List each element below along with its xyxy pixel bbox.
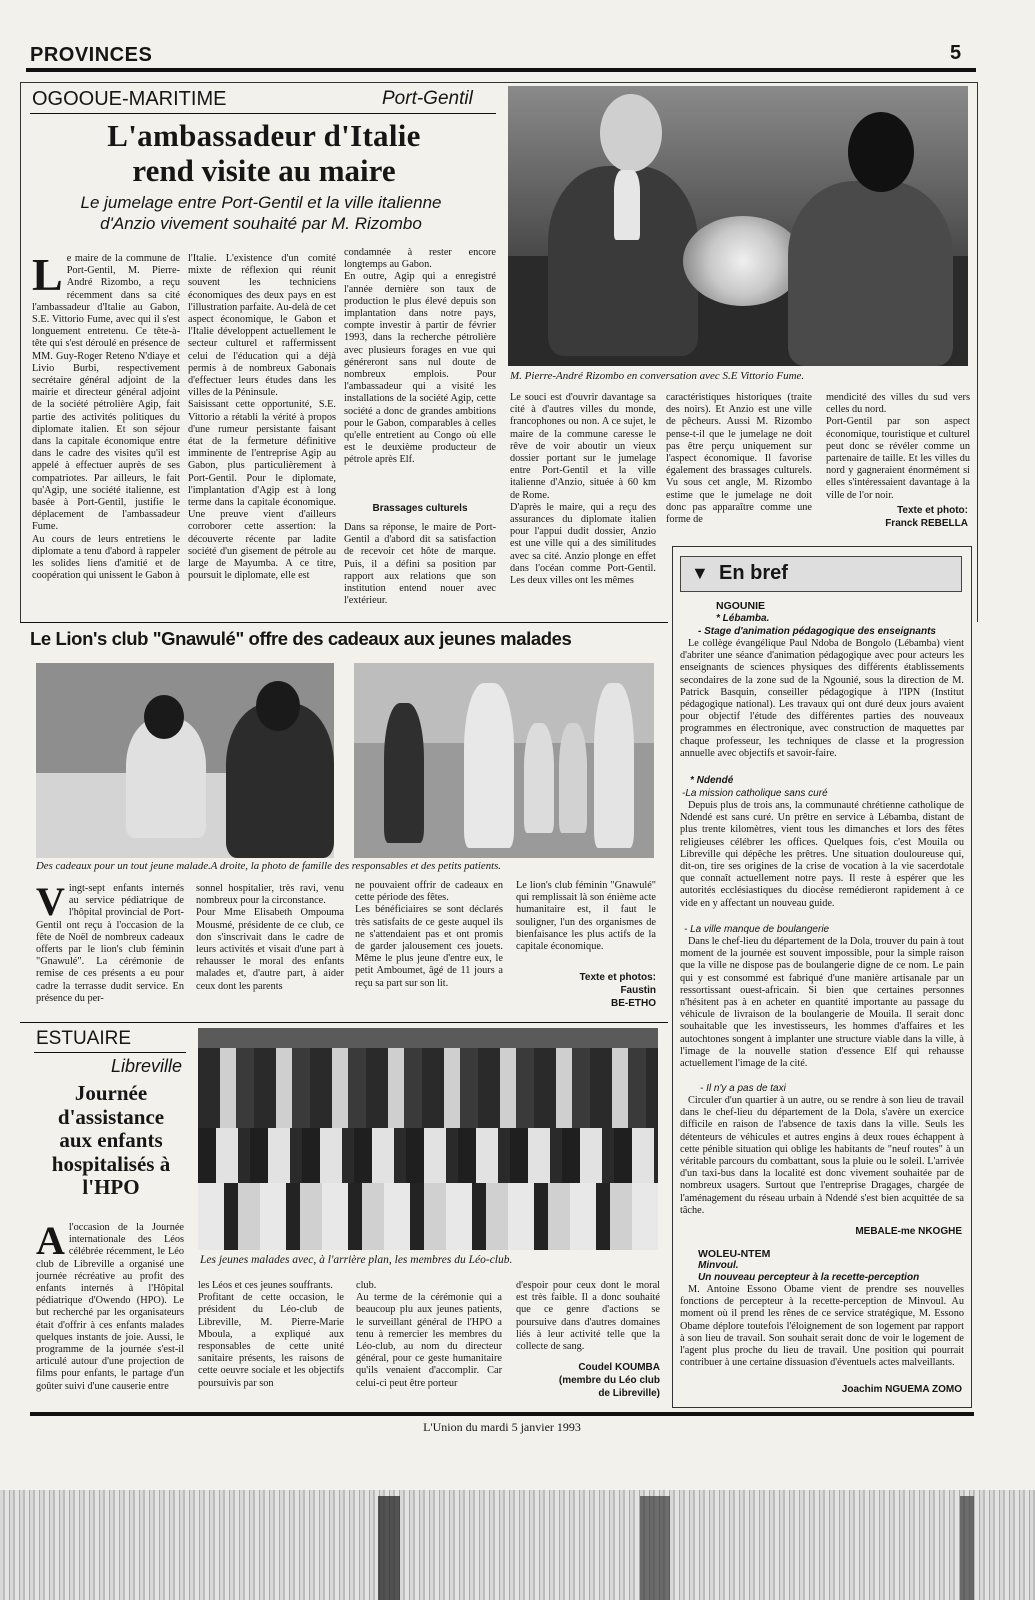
article2-photo-caption: Des cadeaux pour un tout jeune malade.A droite, la photo de famille des responsables et des petits patients. (36, 860, 501, 872)
article3-col4: d'espoir pour ceux dont le moral est très faible. Il a donc souhaité que ce genre d'actions se poursuive dans d'autres domaines liés à leur activité telle que la collecte de sang. (516, 1280, 660, 1353)
article2-col1-text: ingt-sept enfants internés au service pédiatrique de l'hôpital provincial de Port-Gentil ont reçu à l'occasion de la fête de Noël de nombreux cadeaux offerts par le lion's club féminin "Gnawulé". La cérémonie de remise de ces présents a eu pour cadre la terrasse dudit service. En présence du per- (36, 883, 184, 1004)
section-title: PROVINCES (30, 44, 153, 66)
article3-col3: club. Au terme de la cérémonie qui a beaucoup plu aux jeunes patients, le surveillant général de l'HPO a tenu à remercier les membres du Léo-club, au nom du directeur général, pour ce geste humanitaire qu'ils venaient d'accomplir. Car celui-ci peut être porteur (356, 1280, 502, 1389)
scan-dark-bar-3 (960, 1496, 974, 1600)
article3-credit-note1: (membre du Léo club (558, 1375, 660, 1386)
group-person-4 (594, 683, 634, 848)
article1-credit-label: Texte et photo: (897, 505, 968, 516)
ngounie-text: Le collège évangélique Paul Ndoba de Bongolo (Lébamba) vient d'abriter une séance d'animation pédagogique avec pour acteurs les enseignants de sciences physiques des différents établissements secondaires de la zone sud de la Ngounié, sous la direction de M. Patrick Basquin, conseiller pédagogique à l'IPN (Institut pédagogique national). Les travaux qui ont duré deux jours avaient pour objectif l'étude des différentes parties des nouveaux programmes en électronique, avec construction de maquettes par chaque professeur, les techniques de classe et la progression annuelle avec objectifs et savoir-faire. (680, 638, 964, 759)
article3-title (34, 1082, 188, 1200)
article3-title-line: hospitalisés à (51, 1151, 171, 1176)
article2-credit-name2: BE-ETHO (611, 998, 656, 1009)
group-person-2 (524, 723, 554, 833)
page-number: 5 (950, 42, 962, 64)
boulangerie-text: Dans le chef-lieu du département de la Dola, trouver du pain à tout moment de la journée est souvent impossible, pour la simple raison que la ville ne dispose pas de boulangerie digne de ce nom. Le pain qui y est consommé est fabriqué d'une manière artisanale par un ressortissant ouest-africain. Si bien que certaines personnes n'hésitent pas à en acheter en quantité importante au passage du véhicule de livraison de la boulangerie de Mouila. Il serait donc souhaitable que les investisseurs, les hommes d'affaires et les autochtones songent à implanter une structure viable dans la ville, à l'image de la nouvelle station d'essence Elf qui rehausse actuellement l'image de la cité. (680, 936, 964, 1070)
article3-col2: les Léos et ces jeunes souffrants. Profitant de cette occasion, le président du Léo-club de Libreville, M. Pierre-Marie Mboula, a expliqué aux responsables de cette unité sanitaire présents, les raisons de cette oeuvre sociale et les objectifs poursuivis par son (198, 1280, 344, 1389)
boulangerie-sub: - La ville manque de boulangerie (684, 924, 830, 935)
group-person-1 (384, 703, 424, 843)
article1-subtitle-line1: Le jumelage entre Port-Gentil et la ville italienne (80, 193, 442, 212)
front-row (198, 1183, 658, 1250)
article3-region-rule (34, 1052, 186, 1053)
article1-region-rule (30, 113, 496, 114)
article1-city: Port-Gentil (382, 88, 473, 109)
article1-title-line1: L'ambassadeur d'Italie (107, 118, 421, 153)
footer-rule (30, 1412, 974, 1416)
article1-credit-name: Franck REBELLA (885, 518, 968, 529)
article1-col3a: condamnée à rester encore longtemps au Gabon. En outre, Agip qui a enregistré l'année dernière son taux de production le plus élevé depuis son implantation dans notre pays, compte investir à partir de février 1993, dans la recherche pétrolière avec plusieurs forages en vue qui généreront sans nul doute de nombreux emplois. Pour l'ambassadeur qui a visité les installations de la société Agip, cette société a donc de grandes ambitions pour le Gabon, comparables à celles qu'elle entretient au Congo où elle est le deuxième producteur de pétrole après Elf. (344, 247, 496, 466)
ngounie-region: NGOUNIE (716, 600, 766, 612)
ngounie-credit: MEBALE-me NKOGHE (855, 1226, 962, 1237)
en-bref-header (680, 556, 962, 592)
article1-col3b: Dans sa réponse, le maire de Port-Gentil a d'abord dit sa satisfaction de recevoir cet hôte de marque. Puis, il a défini sa position par rapport aux relations que son institution entend nouer avec l'extérieur. (344, 522, 496, 607)
article1-col2: l'Italie. L'existence d'un comité mixte de réflexion qui réunit souvent les techniciens économiques des deux pays en est l'illustration parfaite. Au-delà de cet aspect économique, le Gabon et l'Italie développent actuellement le secteur culturel et raffermissent celui de l'éducation qui a déjà permis à de nombreux Gabonais d'effectuer leurs études dans les villes de la Péninsule. Saisissant cette opportunité, S.E. Vittorio a rétabli la vérité à propos d'une rumeur persistante faisant état de la fermeture définitive imminente de l'entreprise Agip au Gabon, plus particulièrement à Port-Gentil. Pour le diplomate, l'implantation d'Agip est à long terme dans la capitale économique. Une preuve vient d'ailleurs corroborer cette assertion: la découverte récente par ladite société d'un gisement de pétrole au large de Mayumba. A ce titre, poursuit le diplomate, elle est (188, 253, 336, 582)
article3-credit-note2: de Libreville) (598, 1388, 660, 1399)
article2-col2: sonnel hospitalier, très ravi, venu nombreux pour la circonstance. Pour Mme Elisabeth Ompouma Mousmé, présidente de ce club, ce don s'inscrivait dans le cadre de leurs activités et visait d'une part à rehausser le moral des enfants malades et, d'autre part, à aider ceux dont les parents (196, 883, 344, 992)
article3-photo-caption: Les jeunes malades avec, à l'arrière plan, les membres du Léo-club. (200, 1254, 513, 1266)
article2-credit-name1: Faustin (620, 985, 656, 996)
ngounie-place: * Lébamba. (716, 613, 770, 624)
article1-col5: caractéristiques historiques (traite des noirs). Et Anzio est une ville de pêcheurs. Aussi M. Rizombo pense-t-il que le jumelage ne doit pas être perçu uniquement sur l'aspect économique. Il favorise également des brassages culturels. Vu sous cet angle, M. Rizombo estime que le jumelage ne doit donc pas apparaître comme une forme de (666, 392, 812, 526)
man-right (788, 181, 953, 366)
taxi-text: Circuler d'un quartier à un autre, ou se rendre à son lieu de travail dans le chef-lieu du département de la Dola, s'avère un exercice difficile en raison de l'absence de taxis dans la ville. Seuls les détenteurs de véhicules et autres engins à deux roues échappent à cette pénible situation qui oblige les habitants de "neuf routes" à un véritable parcours du combattant, sous la pluie ou le soleil. L'arrivée d'un taxi-bus dans la localité est donc vivement souhaitée par de nombreux usagers. Surtout que l'entreprise Dragages, chargée de l'aménagement du réseau urbain à Ndendé s'est bien acquittée de sa tâche. (680, 1095, 964, 1216)
group-person-3 (559, 723, 587, 833)
santa-figure (464, 683, 514, 848)
article1-col6: mendicité des villes du sud vers celles du nord. Port-Gentil par son aspect économique, touristique et culturel peut donc se révéler comme un partenaire de taille. Et les villes du nord y gagneraient énormément si elles s'intéressaient davantage à la ville de l'or noir. (826, 392, 970, 501)
article1-photo (508, 86, 968, 366)
flower-bouquet (683, 216, 803, 306)
article1-region: OGOOUE-MARITIME (32, 88, 227, 110)
child-head (144, 695, 184, 739)
article2-photo-left (36, 663, 334, 858)
article2-col4: Le lion's club féminin "Gnawulé" qui remplissait là son énième acte humanitaire est, il faut le souligner, l'un des organismes de bienfaisance les plus actifs de la capitale économique. (516, 880, 656, 953)
woleu-text: M. Antoine Essono Obame vient de prendre ses nouvelles fonctions de percepteur à la recette-perception de Minvoul. Au moment où il prend les rênes de ce service stratégique, M. Essono Obame déplore toutefois l'éloignement de son logement par rapport à son lieu de travail. Son souhait serait donc de voir le logement de l'agent plus proche du lieu de travail. Une position qui pourrait contribuer à une certaine dissuasion d'éventuels actes malveillants. (680, 1284, 964, 1369)
article1-subtitle-line2: d'Anzio vivement souhaité par M. Rizombo (100, 214, 422, 233)
man-left-shirt (614, 170, 640, 240)
adult-head (256, 681, 300, 731)
article2-bottom-rule (20, 1022, 668, 1023)
article1-photo-caption: M. Pierre-André Rizombo en conversation avec S.E Vittorio Fume. (510, 370, 805, 382)
article1-col1-text: e maire de la commune de Port-Gentil, M. Pierre-André Rizombo, a reçu récemment dans sa cité l'ambassadeur d'Italie au Gabon, S.E. Vittorio Fume, avec qui il s'est longuement entretenu. Ce tête-à-tête qui s'est déroulé en présence de MM. Guy-Roger Reteno N'diaye et Livio Burbi, respectivement secrétaire général adjoint de la mairie et directeur général adjoint de la société pétrolière Agip, fait partie des activités politiques du diplomate italien. Et son séjour dans la capitale économique entre dans le cadre des visites qu'il est appelé à effectuer auprès de ses compatriotes. Par ailleurs, le fait qu'Agip, une société italienne, est basée à Port-Gentil, justifie le déplacement de l'ambassadeur Fume. Au cours de leurs entretiens le diplomate a tenu d'abord à rappeler les solides liens d'amitié et de coopération qui unissent le Gabon à (32, 253, 180, 582)
article2-col1 (36, 883, 184, 1013)
article2-col3: ne pouvaient offrir de cadeaux en cette période des fêtes. Les bénéficiaires se sont déclarés très satisfaits de ce geste auquel ils ne s'attendaient pas et ont promis de garder jalousement ces jouets. Même le plus jeune d'entre eux, le petit Amboumet, âgé de 11 jours a reçu sa part sur son lit. (355, 880, 503, 989)
article2-top-rule (20, 622, 668, 623)
man-right-head (848, 112, 914, 192)
article1-title-line2: rend visite au maire (132, 153, 396, 188)
article2-title: Le Lion's club "Gnawulé" offre des cadeaux aux jeunes malades (30, 628, 572, 649)
triangle-icon: ▼ (691, 563, 709, 583)
article3-title-line: aux enfants (59, 1128, 163, 1152)
taxi-sub: - Il n'y a pas de taxi (700, 1083, 786, 1094)
article3-title-line: l'HPO (82, 1175, 140, 1199)
article3-region: ESTUAIRE (36, 1028, 132, 1049)
scan-dark-bar-1 (378, 1496, 400, 1600)
article3-dropcap: A (36, 1222, 65, 1263)
article2-dropcap: V (36, 883, 65, 924)
scan-dark-bar-2 (640, 1496, 670, 1600)
back-row (198, 1048, 658, 1138)
ndende-place: * Ndendé (690, 775, 734, 786)
middle-row (198, 1128, 658, 1188)
ndende-sub: -La mission catholique sans curé (682, 788, 828, 799)
article1-col1 (32, 253, 180, 615)
article2-photo-right (354, 663, 654, 858)
woleu-credit: Joachim NGUEMA ZOMO (841, 1384, 962, 1395)
article1-dropcap: L (32, 253, 63, 300)
article3-city: Libreville (110, 1056, 182, 1076)
header-rule (26, 68, 976, 72)
article3-photo (198, 1028, 658, 1250)
article3-title-line: Journée (74, 1081, 148, 1105)
article3-col1 (36, 1222, 184, 1412)
ndende-text: Depuis plus de trois ans, la communauté chrétienne catholique de Ndendé est sans curé. Un prêtre en service à Lébamba, distant de plus trente kilomètres, vient tous les dimanches et lors des fêtes religieuses célébrer les offices. Quelques fois, c'est Mouila ou Libreville qui dépêche les prêtres. Une situation douloureuse qui, dit-on, tire ses origines de la crise de vocation à la vie sacerdotale que connaît actuellement notre pays. Il reste à espérer que les autorités ecclésiastiques du diocèse remédieront rapidement à ce vide en y affectant un nouveau guide. (680, 800, 964, 909)
article2-credit-label: Texte et photos: (579, 972, 656, 983)
ngounie-sub: - Stage d'animation pédagogique des enseignants (698, 626, 936, 637)
scan-noise-band (0, 1490, 1035, 1600)
article3-title-line: d'assistance (57, 1104, 165, 1129)
article3-credit-name: Coudel KOUMBA (578, 1362, 660, 1373)
woleu-region: WOLEU-NTEM (698, 1248, 771, 1260)
man-left-head (600, 94, 662, 172)
article1-col4: Le souci est d'ouvrir davantage sa cité à d'autres villes du monde, francophones ou non. A ce sujet, le maire de la commune caresse le rêve de voir aboutir un vieux dossier portant sur le jumelage entre Port-Gentil et la ville italienne d'Anzio, située à 60 km de Rome. D'après le maire, qui a reçu des assurances du diplomate italien pour l'appui dudit dossier, Anzio est une ville qui a des similitudes avec sa cité. Anzio plonge en effet dans l'océan comme Port-Gentil. Les deux villes ont les mêmes (510, 392, 656, 587)
en-bref-title: En bref (719, 562, 788, 584)
article1-subhead: Brassages culturels (372, 503, 468, 514)
woleu-place: Minvoul. (698, 1260, 739, 1271)
article3-col1-text: l'occasion de la Journée internationale des Léos célébrée récemment, le Léo club de Libreville a organisé une journée récréative au profit des enfants internés à l'Hôpital pédiatrique d'Owendo (HPO). Le but recherché par les organisateurs était d'offrir à ces enfants malades quelques instants de joie. Aussi, le programme de la journée s'est-il articulé autour d'une projection de films pour enfants, le partage d'un goûter suivi d'une causerie entre (36, 1222, 184, 1392)
footer-text: L'Union du mardi 5 janvier 1993 (423, 1420, 581, 1434)
woleu-sub: Un nouveau percepteur à la recette-perception (698, 1272, 920, 1283)
